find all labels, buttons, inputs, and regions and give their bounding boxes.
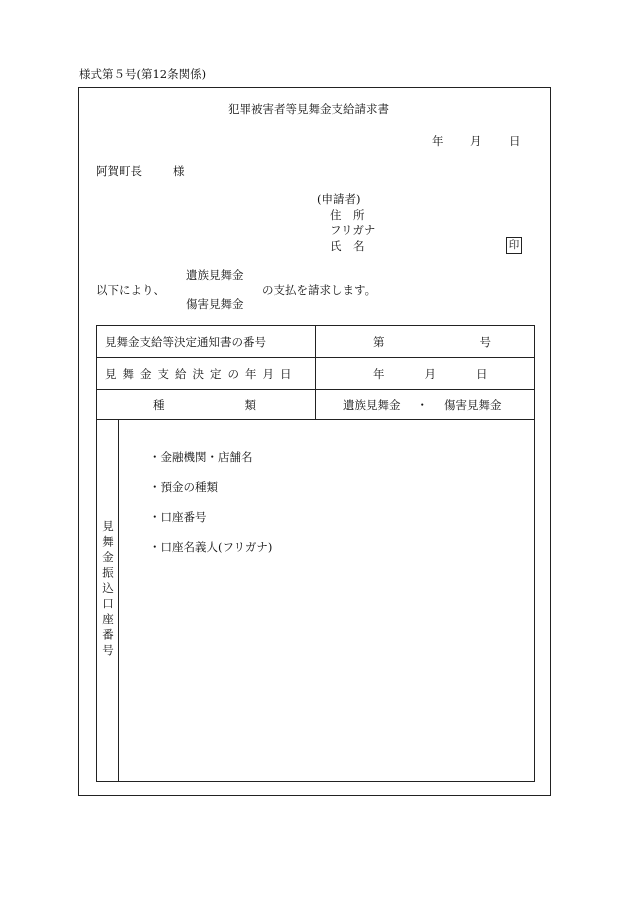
type-label bbox=[97, 390, 316, 420]
decision-date-field[interactable] bbox=[316, 358, 535, 390]
form-title: 犯罪被害者等見舞金支給請求書 bbox=[228, 102, 389, 116]
date-month: 月 bbox=[470, 134, 482, 148]
decision-date-label bbox=[97, 358, 316, 390]
request-table bbox=[96, 325, 535, 782]
table-row-decision-date bbox=[97, 358, 535, 390]
notice-number-field[interactable] bbox=[316, 326, 535, 358]
request-option-bereaved: 遺族見舞金 bbox=[186, 268, 244, 282]
request-option-injury: 傷害見舞金 bbox=[186, 297, 244, 311]
type-option-bereaved: 遺族見舞金 bbox=[343, 397, 401, 412]
request-suffix: の支払を請求します。 bbox=[262, 283, 377, 297]
notice-number-label-text: 見舞金支給等決定通知書の番号 bbox=[105, 334, 266, 349]
bank-item-account-number: ・口座番号 bbox=[149, 510, 207, 524]
form-number: 様式第５号(第12条関係) bbox=[79, 67, 207, 81]
decision-date-day: 日 bbox=[476, 366, 488, 381]
bank-item-deposit-type: ・預金の種類 bbox=[149, 480, 218, 494]
notice-number-dai: 第 bbox=[373, 334, 385, 349]
type-separator: ・ bbox=[416, 397, 428, 412]
date-year: 年 bbox=[432, 134, 444, 148]
applicant-heading: (申請者) bbox=[317, 192, 361, 206]
type-label-b: 類 bbox=[244, 397, 256, 412]
bank-account-vertical-label-text: 見舞金振込口座番号 bbox=[101, 520, 115, 660]
applicant-furigana-label: フリガナ bbox=[330, 223, 376, 237]
bank-info-list bbox=[149, 450, 272, 570]
seal-mark bbox=[506, 237, 522, 254]
notice-number-go: 号 bbox=[479, 334, 491, 349]
table-row-type bbox=[97, 390, 535, 420]
notice-number-label bbox=[97, 326, 316, 358]
type-option-injury: 傷害見舞金 bbox=[444, 397, 502, 412]
bank-account-field[interactable] bbox=[119, 420, 535, 782]
decision-date-label-text: 見舞金支給決定の年月日 bbox=[105, 366, 298, 381]
decision-date-year: 年 bbox=[373, 366, 385, 381]
type-field[interactable] bbox=[316, 390, 535, 420]
applicant-address-label: 住 所 bbox=[330, 208, 365, 222]
applicant-name-label: 氏 名 bbox=[330, 239, 365, 253]
bank-account-vertical-label bbox=[97, 420, 119, 782]
bank-item-account-holder: ・口座名義人(フリガナ) bbox=[149, 540, 273, 554]
table-row-bank-account bbox=[97, 420, 535, 782]
date-day: 日 bbox=[509, 134, 521, 148]
seal-mark-text: 印 bbox=[506, 237, 522, 254]
type-label-a: 種 bbox=[153, 397, 165, 412]
table-row-notice-number bbox=[97, 326, 535, 358]
addressee-name: 阿賀町長 bbox=[96, 164, 142, 178]
decision-date-month: 月 bbox=[424, 366, 436, 381]
request-prefix: 以下により、 bbox=[96, 283, 165, 297]
bank-item-institution: ・金融機関・店舗名 bbox=[149, 450, 253, 464]
addressee-honorific: 様 bbox=[173, 164, 185, 178]
